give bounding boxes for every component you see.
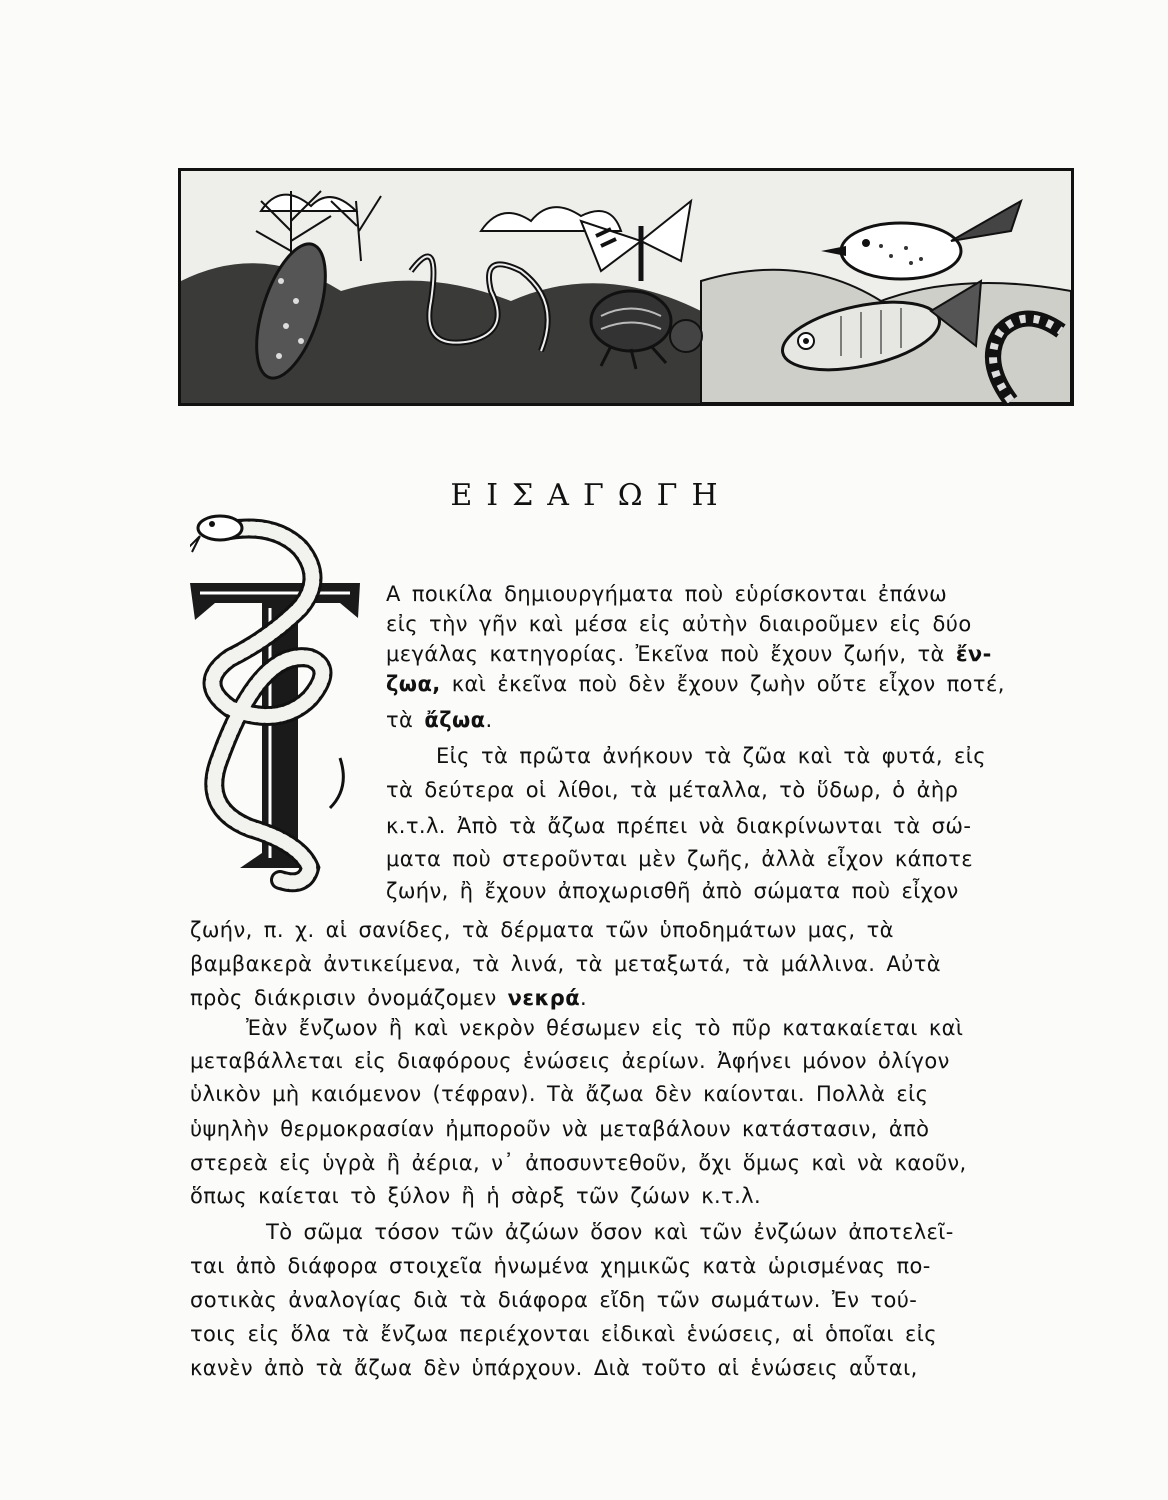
text-line: κανὲν ἀπὸ τὰ ἄζωα δὲν ὑπάρχουν. Διὰ τοῦτο αἱ ἑνώσεις αὗται, <box>190 1356 918 1380</box>
text-line: πρὸς διάκρισιν ὀνομάζομεν νεκρά. <box>190 986 588 1010</box>
text-line: σοτικὰς ἀναλογίας διὰ τὰ διάφορα εἴδη τῶν σωμάτων. Ἐν τού- <box>190 1288 918 1312</box>
nature-engraving-icon <box>181 171 1071 403</box>
page-title: ΕΙΣΑΓΩΓΗ <box>450 478 732 513</box>
text-line: μεγάλας κατηγορίας. Ἐκεῖνα ποὺ ἔχουν ζωήν, τὰ ἔν- <box>386 642 992 666</box>
text-line: ζωήν, ἢ ἔχουν ἀποχωρισθῆ ἀπὸ σώματα ποὺ εἶχον <box>386 879 959 903</box>
banner-illustration <box>178 168 1074 406</box>
text-line: Ἐὰν ἔνζωον ἢ καὶ νεκρὸν θέσωμεν εἰς τὸ πῦρ κατακαίεται καὶ <box>246 1016 964 1040</box>
text-line: ται ἀπὸ διάφορα στοιχεῖα ἡνωμένα χημικῶς κατὰ ὡρισμένας πο- <box>190 1254 931 1278</box>
text-line: ὑψηλὴν θερμοκρασίαν ἠμποροῦν νὰ μεταβάλουν κατάστασιν, ἀπὸ <box>190 1117 930 1141</box>
text-line: κ.τ.λ. Ἀπὸ τὰ ἄζωα πρέπει νὰ διακρίνωνται τὰ σώ- <box>386 814 972 838</box>
text-line: ζωήν, π. χ. αἱ σανίδες, τὰ δέρματα τῶν ὑποδημάτων μας, τὰ <box>190 918 894 942</box>
snake-coiled-letter-T-icon <box>190 508 370 893</box>
text-line: στερεὰ εἰς ὑγρὰ ἢ ἀέρια, ν᾽ ἀποσυντεθοῦν, ὄχι ὅμως καὶ νὰ καοῦν, <box>190 1151 967 1175</box>
text-line: τὰ δεύτερα οἱ λίθοι, τὰ μέταλλα, τὸ ὕδωρ, ὁ ἀὴρ <box>386 778 959 802</box>
text-line: μεταβάλλεται εἰς διαφόρους ἑνώσεις ἀερίων. Ἀφήνει μόνον ὀλίγον <box>190 1049 950 1073</box>
text-line: τοις εἰς ὅλα τὰ ἔνζωα περιέχονται εἰδικαὶ ἑνώσεις, αἱ ὁποῖαι εἰς <box>190 1322 937 1346</box>
text-line: εἰς τὴν γῆν καὶ μέσα εἰς αὐτὴν διαιροῦμεν εἰς δύο <box>386 612 972 636</box>
text-line: τὰ ἄζωα. <box>386 708 493 732</box>
text-line: ὅπως καίεται τὸ ξύλον ἢ ἡ σὰρξ τῶν ζώων κ.τ.λ. <box>190 1184 762 1208</box>
text-line: ματα ποὺ στεροῦνται μὲν ζωῆς, ἀλλὰ εἶχον κάποτε <box>386 847 973 871</box>
dropcap-initial <box>190 508 370 893</box>
text-line: Τὸ σῶμα τόσον τῶν ἀζώων ὅσον καὶ τῶν ἐνζώων ἀποτελεῖ- <box>266 1220 954 1244</box>
text-line: Α ποικίλα δημιουργήματα ποὺ εὑρίσκονται ἐπάνω <box>386 582 948 606</box>
text-line: ζωα, καὶ ἐκεῖνα ποὺ δὲν ἔχουν ζωὴν οὔτε εἶχον ποτέ, <box>386 672 1005 696</box>
text-line: Εἰς τὰ πρῶτα ἀνήκουν τὰ ζῶα καὶ τὰ φυτά, εἰς <box>436 744 986 768</box>
text-line: ὑλικὸν μὴ καιόμενον (τέφραν). Τὰ ἄζωα δὲν καίονται. Πολλὰ εἰς <box>190 1082 929 1106</box>
text-line: βαμβακερὰ ἀντικείμενα, τὰ λινά, τὰ μεταξωτά, τὰ μάλλινα. Αὐτὰ <box>190 952 941 976</box>
